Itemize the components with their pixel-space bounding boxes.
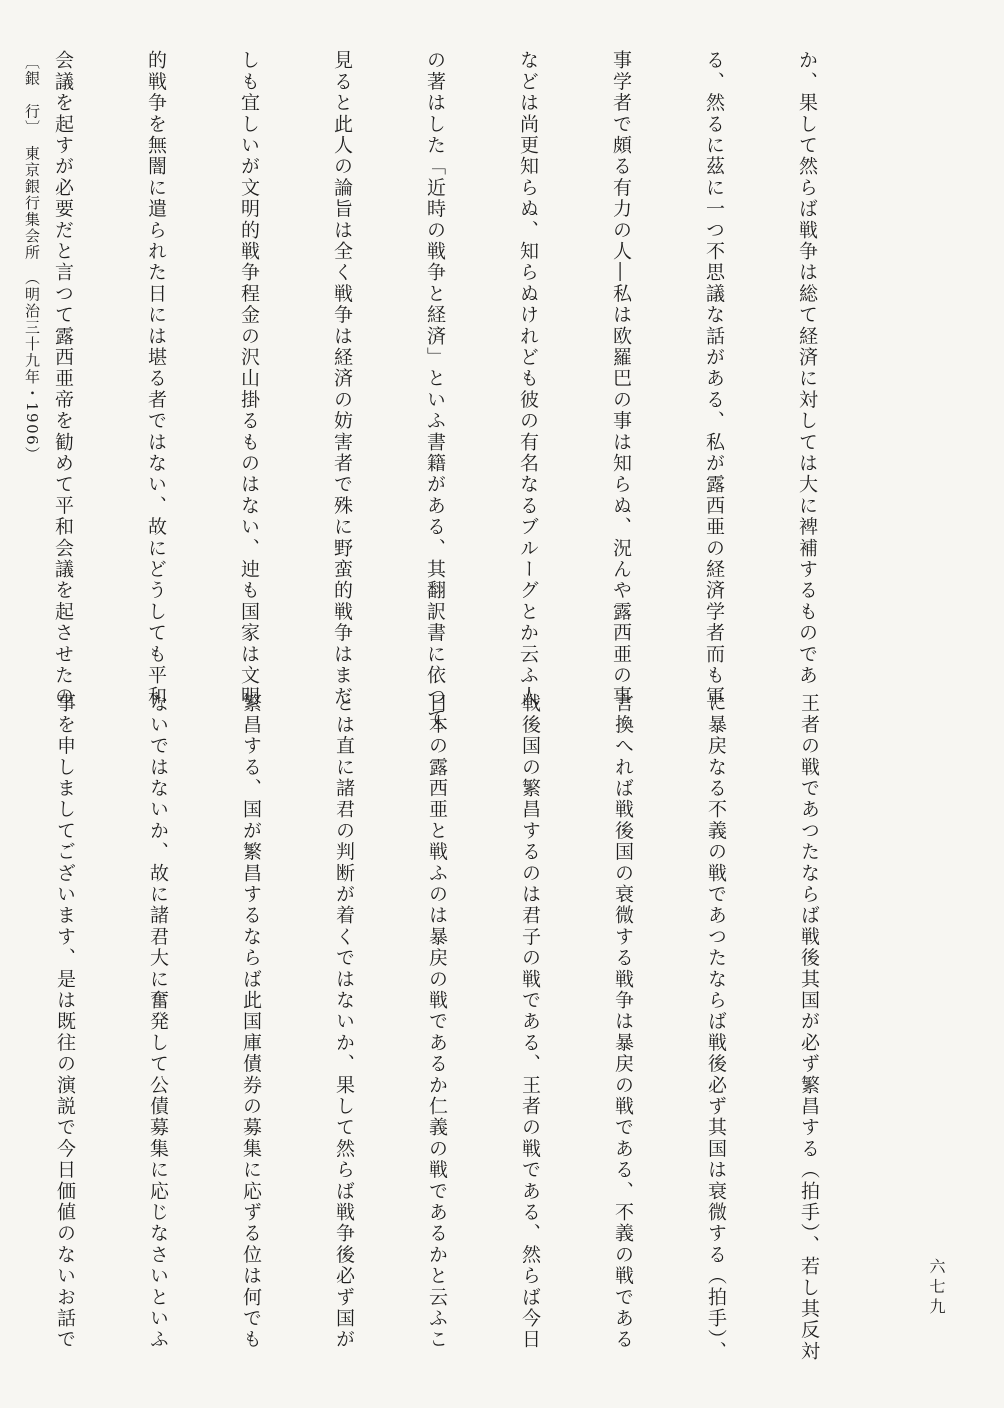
text-line: 言換へれば戦後国の衰微する戦争は暴戻の戦である、不義の戦である — [612, 693, 634, 1351]
text-block-upper — [0, 50, 884, 729]
page-number: 六七九 — [927, 1258, 946, 1318]
text-line: しも宜しいが文明的戦争程金の沢山掛るものはない、迚も国家は文明 — [238, 50, 260, 708]
text-line: る、然るに茲に一つ不思議な話がある、私が露西亜の経済学者而も軍 — [703, 50, 725, 708]
source-note: 〔銀 行〕 東京銀行集会所 （明治三十九年・1906） — [23, 54, 41, 463]
text-line: 事学者で頗る有力の人―私は欧羅巴の事は知らぬ、況んや露西亜の事 — [610, 50, 632, 708]
text-line: 的戦争を無闇に遣られた日には堪る者ではない、故にどうしても平和 — [145, 50, 167, 708]
text-line: 事を申しましてございます、是は既往の演説で今日価値のないお話で — [54, 693, 76, 1351]
text-line: 王者の戦であつたならば戦後其国が必ず繁昌する（拍手）、若し其反対 — [798, 693, 820, 1362]
text-block-lower — [0, 693, 886, 1362]
text-line: 繁昌する、国が繁昌するならば此国庫債券の募集に応ずる位は何でも — [240, 693, 262, 1351]
text-line: 戦後国の繁昌するのは君子の戦である、王者の戦である、然らば今日 — [519, 693, 541, 1351]
text-line: などは尚更知らぬ、知らぬけれども彼の有名なるブルーグとか云ふ人 — [517, 50, 539, 708]
text-line: に暴戻なる不義の戦であつたならば戦後必ず其国は衰微する（拍手）、 — [705, 693, 727, 1362]
text-line: か、果して然らば戦争は総て経済に対しては大に裨補するものであ — [796, 50, 818, 686]
text-line: 会議を起すが必要だと言つて露西亜帝を勧めて平和会議を起させたの — [52, 50, 74, 708]
text-line: の著はした「近時の戦争と経済」といふ書籍がある、其翻訳書に依つて — [424, 50, 446, 729]
text-line: 見ると此人の論旨は全く戦争は経済の妨害者で殊に野蛮的戦争はまだ — [331, 50, 353, 708]
text-line: とは直に諸君の判断が着くではないか、果して然らば戦争後必ず国が — [333, 693, 355, 1351]
text-line: 日本の露西亜と戦ふのは暴戻の戦であるか仁義の戦であるかと云ふこ — [426, 693, 448, 1351]
text-line: ないではないか、故に諸君大に奮発して公債募集に応じなさいといふ — [147, 693, 169, 1351]
